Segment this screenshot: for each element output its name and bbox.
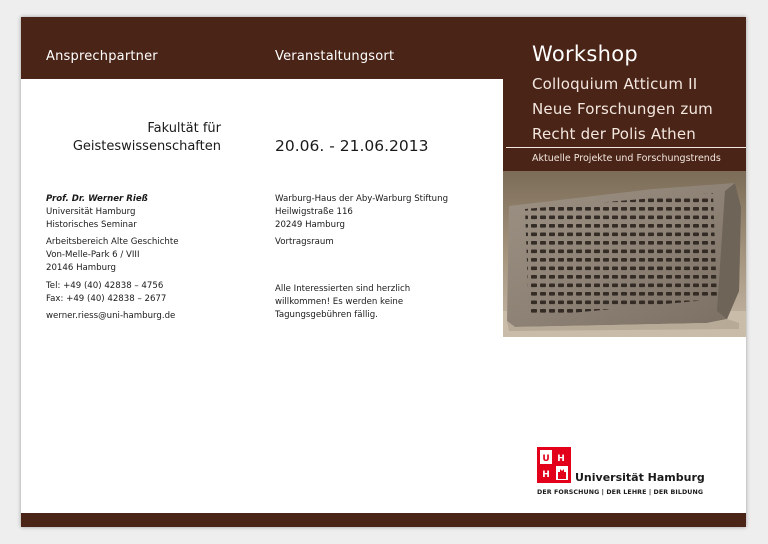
university-name: Universität Hamburg <box>575 471 705 484</box>
venue-street: Heilwigstraße 116 <box>275 207 353 217</box>
university-tagline: DER FORSCHUNG | DER LEHRE | DER BILDUNG <box>537 489 704 496</box>
contact-fax: Fax: +49 (40) 42838 – 2677 <box>46 294 167 304</box>
contact-phone-block <box>46 280 166 306</box>
contact-seminar: Historisches Seminar <box>46 220 137 230</box>
venue-room: Vortragsraum <box>275 237 334 247</box>
venue-city: 20249 Hamburg <box>275 220 345 230</box>
faculty-name <box>51 120 221 156</box>
uhh-logo-icon <box>537 447 571 483</box>
event-date: 20.06. - 21.06.2013 <box>275 137 429 155</box>
venue-name: Warburg-Haus der Aby-Warburg Stiftung <box>275 194 449 204</box>
contact-department: Arbeitsbereich Alte Geschichte <box>46 237 179 247</box>
workshop-subtitle: Aktuelle Projekte und Forschungstrends <box>532 153 721 164</box>
flyer-sheet <box>21 17 746 527</box>
svg-text:H: H <box>557 454 565 464</box>
venue-note-line: willkommen! Es werden keine <box>275 297 404 307</box>
venue-note <box>275 283 410 322</box>
contact-city: 20146 Hamburg <box>46 263 116 273</box>
workshop-title-line: Recht der Polis Athen <box>532 125 696 143</box>
workshop-title: Workshop <box>532 42 639 66</box>
venue-address-block <box>275 193 448 232</box>
contact-department-block <box>46 236 179 275</box>
contact-tel: Tel: +49 (40) 42838 – 4756 <box>46 281 164 291</box>
workshop-title-line: Colloquium Atticum II <box>532 75 698 93</box>
venue-note-line: Alle Interessierten sind herzlich <box>275 284 411 294</box>
contact-email[interactable]: werner.riess@uni-hamburg.de <box>46 311 176 321</box>
inscription-stone-photo <box>503 171 746 337</box>
svg-text:U: U <box>542 454 550 464</box>
contact-name: Prof. Dr. Werner Rieß <box>46 194 148 204</box>
workshop-title-line: Neue Forschungen zum <box>532 100 713 118</box>
contact-street: Von-Melle-Park 6 / VIII <box>46 250 140 260</box>
contacts-heading: Ansprechpartner <box>46 49 158 64</box>
contact-university: Universität Hamburg <box>46 207 136 217</box>
faculty-line: Geisteswissenschaften <box>72 139 221 154</box>
venue-heading: Veranstaltungsort <box>275 49 395 64</box>
faculty-line: Fakultät für <box>147 121 221 136</box>
workshop-divider <box>506 147 746 148</box>
bottom-brown-bar <box>21 513 746 527</box>
venue-note-line: Tagungsgebühren fällig. <box>275 310 378 320</box>
svg-text:H: H <box>542 470 550 480</box>
contact-address-block <box>46 193 148 232</box>
